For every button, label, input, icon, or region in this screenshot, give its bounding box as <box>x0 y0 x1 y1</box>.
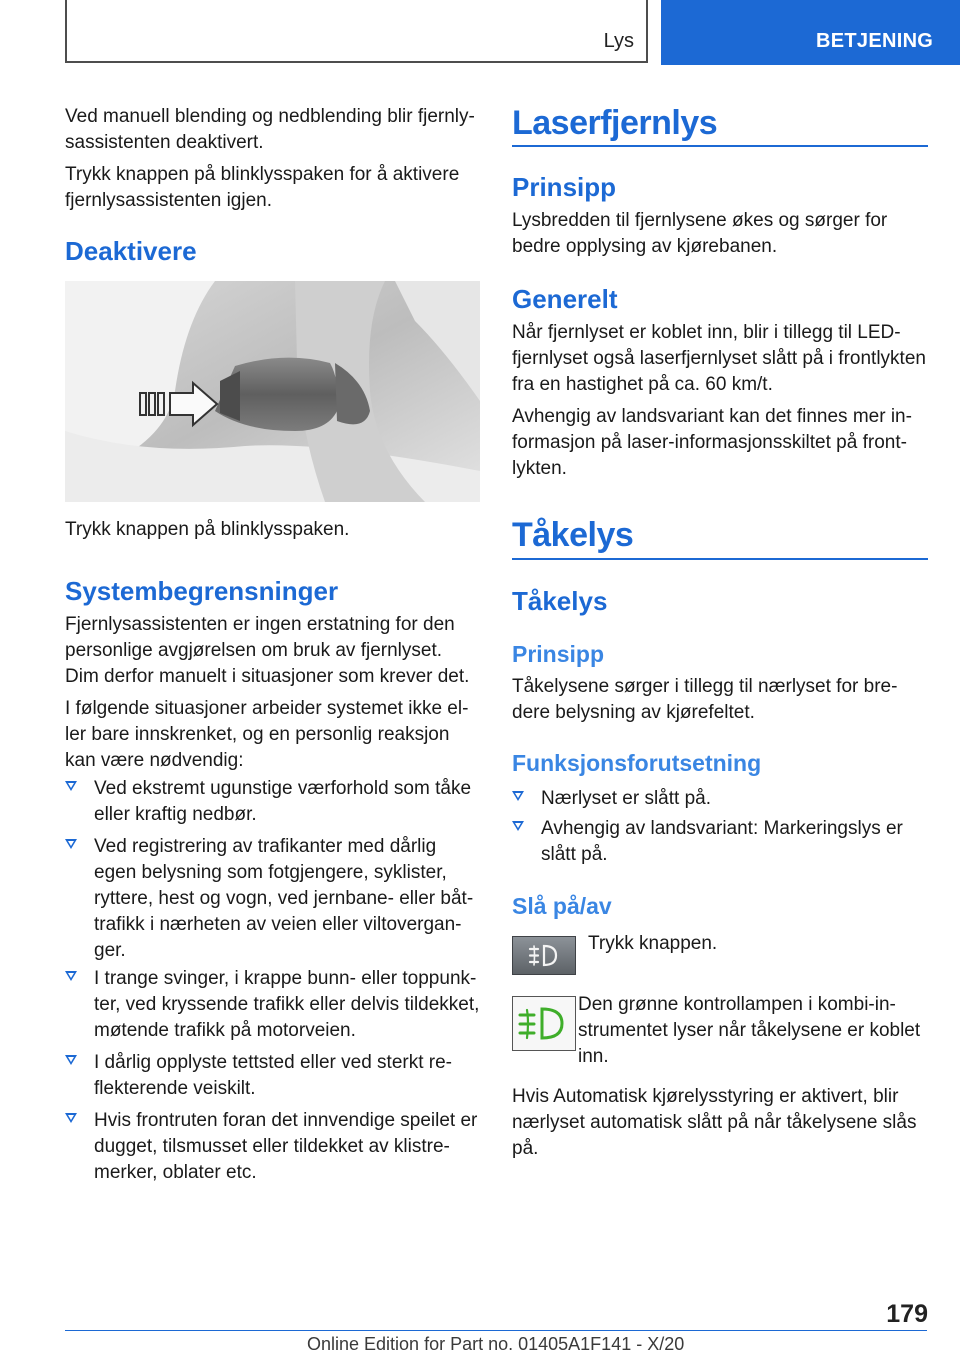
header-section-title: Lys <box>603 30 634 52</box>
function-list-item <box>512 816 928 868</box>
bullet-triangle-icon <box>512 821 524 831</box>
bullet-triangle-icon <box>65 839 77 849</box>
limits-list-item-text: I trange svinger, i krappe bunn- eller toppunk-ter, ved kryssende trafikk eller delvis tildekket, møtende trafikk på motorveien. <box>94 968 480 1041</box>
limits-list-item <box>65 1108 480 1186</box>
header-chapter-tab <box>661 0 960 65</box>
system-limits-heading: Systembegrensninger <box>65 576 339 606</box>
bullet-triangle-icon <box>512 791 524 801</box>
fog-lights-subheading: Tåkelys <box>512 586 608 616</box>
fog-lights-heading: Tåkelys <box>512 516 634 554</box>
limits-list-item-text: Hvis frontruten foran det innvendige speilet er dugget, tilsmusset eller tildekket av klistre-merker, oblater etc. <box>94 1110 478 1183</box>
function-requirement-heading: Funksjonsforutsetning <box>512 750 762 776</box>
automatic-lights-text: Hvis Automatisk kjørelysstyring er aktivert, blir nærlyset automatisk slått på når tåkelysene slås på. <box>512 1086 917 1159</box>
page-number: 179 <box>886 1300 928 1328</box>
laser-principle-heading: Prinsipp <box>512 172 617 202</box>
photo-caption: Trykk knappen på blinklysspaken. <box>65 519 350 540</box>
bullet-triangle-icon <box>65 1113 77 1123</box>
function-list-item-text: Nærlyset er slått på. <box>541 788 711 809</box>
limits-list-item <box>65 966 480 1044</box>
indicator-text: Den grønne kontrollampen i kombi-in-strumentet lyser når tåkelysene er koblet inn. <box>578 994 921 1067</box>
turn-signal-lever-photo <box>65 281 480 502</box>
footer-rule <box>65 1330 927 1331</box>
header-section-box <box>65 0 648 63</box>
bullet-triangle-icon <box>65 1055 77 1065</box>
laser-high-beam-heading: Laserfjernlys <box>512 104 718 142</box>
laser-general-heading: Generelt <box>512 284 618 314</box>
heading-rule <box>512 558 928 560</box>
system-limits-paragraph-1: Fjernlysassistenten er ingen erstatning for den personlige avgjørelsen om bruk av fjernlyset. Dim derfor manuelt i situasjoner som krever det. <box>65 614 470 687</box>
limits-list-item-text: I dårlig opplyste tettsted eller ved sterkt re-flekterende veiskilt. <box>94 1052 452 1099</box>
function-list-item <box>512 786 928 812</box>
fog-principle-heading: Prinsipp <box>512 641 605 667</box>
on-off-heading: Slå på/av <box>512 893 612 919</box>
fog-principle-text: Tåkelysene sørger i tillegg til nærlyset for bre-dere belysning av kjørefeltet. <box>512 676 898 723</box>
limits-list-item-text: Ved registrering av trafikanter med dårlig egen belysning som fotgjengere, syklister, ryttere, hest og vogn, ved jernbane- eller båt-trafikk i nærheten av veien eller viltovergan-ger. <box>94 836 474 961</box>
fog-light-button-icon <box>512 936 576 975</box>
function-list-item-text: Avhengig av landsvariant: Markeringslys er slått på. <box>541 818 903 865</box>
laser-general-paragraph-2: Avhengig av landsvariant kan det finnes mer in-formasjon på laser-informasjonsskiltet på front-lykten. <box>512 406 912 479</box>
system-limits-paragraph-2: I følgende situasjoner arbeider systemet ikke el-ler bare innskrenket, og en personlig reaksjon kan være nødvendig: <box>65 698 469 771</box>
heading-rule <box>512 145 928 147</box>
intro-paragraph-2: Trykk knappen på blinklysspaken for å aktivere fjernlysassistenten igjen. <box>65 164 460 211</box>
limits-list-item <box>65 834 480 964</box>
bullet-triangle-icon <box>65 781 77 791</box>
fog-light-indicator-icon <box>512 996 576 1051</box>
limits-list-item <box>65 1050 480 1102</box>
press-button-text: Trykk knappen. <box>588 933 718 954</box>
laser-general-paragraph-1: Når fjernlyset er koblet inn, blir i tillegg til LED-fjernlyset også laserfjernlyset slått på i frontlykten fra en hastighet på ca. 60 km/t. <box>512 322 926 395</box>
footer-edition-text: Online Edition for Part no. 01405A1F141 - X/20 <box>307 1334 685 1354</box>
intro-paragraph-1: Ved manuell blending og nedblending blir fjernly-sassistenten deaktivert. <box>65 106 475 153</box>
limits-list-item <box>65 776 480 828</box>
header-chapter-title: BETJENING <box>816 30 934 52</box>
bullet-triangle-icon <box>65 971 77 981</box>
laser-principle-text: Lysbredden til fjernlysene økes og sørger for bedre opplysing av kjørebanen. <box>512 210 888 257</box>
limits-list-item-text: Ved ekstremt ugunstige værforhold som tåke eller kraftig nedbør. <box>94 778 472 825</box>
deactivate-heading: Deaktivere <box>65 236 197 266</box>
